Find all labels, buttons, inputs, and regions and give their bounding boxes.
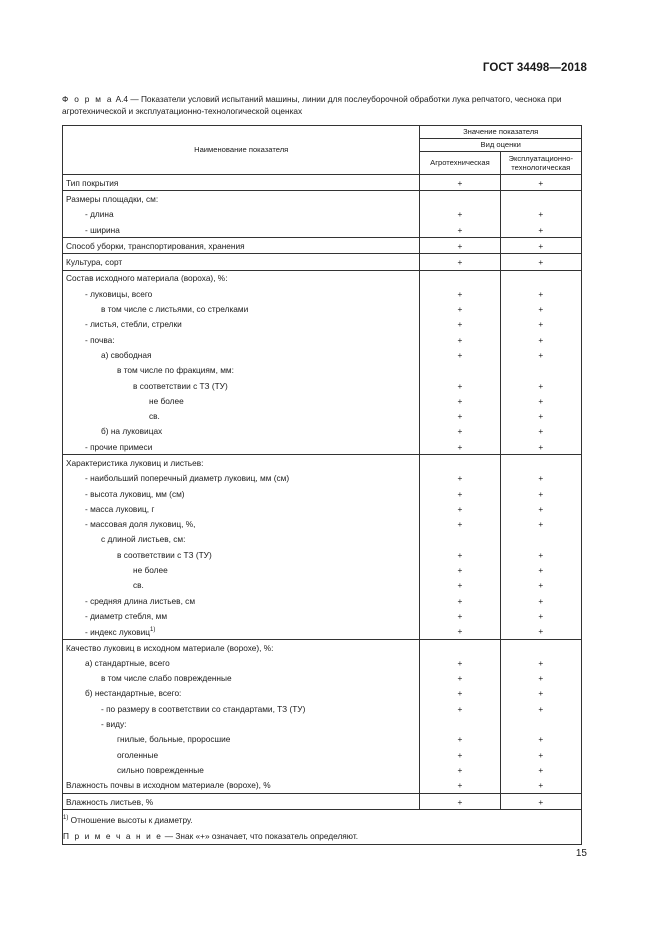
- agro-value: +: [420, 347, 500, 362]
- indicator-label: св.: [149, 411, 160, 422]
- indicator-label: а) стандартные, всего: [85, 657, 170, 668]
- table-row: [63, 639, 582, 655]
- indicator-label: - луковицы, всего: [85, 288, 153, 299]
- indicator-label: - почва:: [85, 334, 115, 345]
- expl-value: +: [500, 593, 581, 608]
- table-row: [63, 793, 582, 809]
- agro-value: +: [420, 686, 500, 701]
- agro-value: +: [420, 624, 500, 640]
- note-text: — Знак «+» означает, что показатель определяют.: [162, 831, 359, 842]
- indicator-label: Тип покрытия: [66, 177, 119, 188]
- agro-value: +: [420, 608, 500, 623]
- expl-value: +: [500, 439, 581, 455]
- expl-value: +: [500, 686, 581, 701]
- table-row: [63, 671, 582, 686]
- indicator-name: [63, 517, 420, 532]
- indicator-label: в соответствии с ТЗ (ТУ): [133, 380, 228, 391]
- indicator-name: [63, 778, 420, 794]
- table-row: [63, 238, 582, 254]
- expl-value: +: [500, 286, 581, 301]
- footnote: [63, 810, 581, 828]
- table-row: [63, 686, 582, 701]
- header-name: Наименование показателя: [63, 126, 420, 175]
- indicator-name: [63, 191, 420, 207]
- indicator-name: [63, 471, 420, 486]
- expl-value: [500, 191, 581, 207]
- indicator-label: в том числе с листьями, со стрелками: [101, 304, 249, 315]
- table-row: [63, 378, 582, 393]
- agro-value: +: [420, 238, 500, 254]
- indicator-label: б) нестандартные, всего:: [85, 688, 182, 699]
- expl-value: +: [500, 578, 581, 593]
- expl-value: +: [500, 608, 581, 623]
- expl-value: [500, 639, 581, 655]
- indicator-name: [63, 363, 420, 378]
- indicator-name: [63, 408, 420, 423]
- indicator-label: Влажность листьев, %: [66, 796, 154, 807]
- form-label: Ф о р м а: [62, 94, 114, 104]
- table-row: [63, 716, 582, 731]
- indicator-label: - прочие примеси: [85, 441, 153, 452]
- indicator-label: св.: [133, 580, 144, 591]
- table-row: [63, 191, 582, 207]
- indicator-label: - массовая доля луковиц, %,: [85, 519, 196, 530]
- expl-value: +: [500, 222, 581, 238]
- agro-value: +: [420, 439, 500, 455]
- table-row: [63, 655, 582, 670]
- agro-value: +: [420, 332, 500, 347]
- indicator-label: - масса луковиц, г: [85, 503, 155, 514]
- footnote-mark: 1): [63, 815, 69, 822]
- page-number: 15: [575, 848, 587, 859]
- table-row: [63, 408, 582, 423]
- agro-value: +: [420, 222, 500, 238]
- indicator-label: - наибольший поперечный диаметр луковиц, мм (см): [85, 473, 290, 484]
- agro-value: +: [420, 593, 500, 608]
- table-row: [63, 517, 582, 532]
- table-row: [63, 424, 582, 439]
- expl-value: +: [500, 317, 581, 332]
- agro-value: +: [420, 317, 500, 332]
- agro-value: +: [420, 547, 500, 562]
- indicator-name: [63, 317, 420, 332]
- indicator-label: Культура, сорт: [66, 257, 123, 268]
- indicator-name: [63, 393, 420, 408]
- indicator-name: [63, 301, 420, 316]
- indicator-name: [63, 655, 420, 670]
- expl-value: +: [500, 347, 581, 362]
- table-row: [63, 701, 582, 716]
- agro-value: [420, 532, 500, 547]
- agro-value: +: [420, 471, 500, 486]
- indicator-label: - по размеру в соответствии со стандартами, ТЗ (ТУ): [101, 703, 306, 714]
- agro-value: [420, 363, 500, 378]
- indicator-label: Качество луковиц в исходном материале (ворохе), %:: [66, 642, 274, 653]
- form-caption: [62, 93, 602, 117]
- header-value: Значение показателя: [420, 126, 582, 139]
- agro-value: +: [420, 378, 500, 393]
- header-agro: Агротехническая: [420, 152, 500, 175]
- indicator-label: Размеры площадки, см:: [66, 193, 159, 204]
- indicator-name: [63, 762, 420, 777]
- agro-value: +: [420, 778, 500, 794]
- header-expl-line1: Эксплуатационно-: [508, 153, 574, 163]
- expl-value: [500, 532, 581, 547]
- indicator-label: Влажность почвы в исходном материале (ворохе), %: [66, 780, 271, 791]
- table-row: [63, 254, 582, 270]
- indicator-name: [63, 378, 420, 393]
- agro-value: +: [420, 701, 500, 716]
- table-row: [63, 732, 582, 747]
- agro-value: +: [420, 793, 500, 809]
- table-row: [63, 175, 582, 191]
- expl-value: +: [500, 793, 581, 809]
- expl-value: +: [500, 732, 581, 747]
- agro-value: +: [420, 578, 500, 593]
- table-row: [63, 562, 582, 577]
- expl-value: [500, 455, 581, 471]
- indicator-name: [63, 207, 420, 222]
- table-row: [63, 347, 582, 362]
- indicator-name: [63, 671, 420, 686]
- indicator-name: [63, 424, 420, 439]
- expl-value: +: [500, 671, 581, 686]
- table-row: [63, 286, 582, 301]
- agro-value: +: [420, 732, 500, 747]
- header-expl: [500, 152, 581, 175]
- expl-value: +: [500, 471, 581, 486]
- indicator-name: [63, 486, 420, 501]
- agro-value: +: [420, 301, 500, 316]
- indicator-label: - виду:: [101, 719, 127, 730]
- expl-value: +: [500, 301, 581, 316]
- table-row: [63, 393, 582, 408]
- agro-value: +: [420, 655, 500, 670]
- indicator-name: [63, 347, 420, 362]
- table-row: [63, 301, 582, 316]
- indicator-label: Характеристика луковиц и листьев:: [66, 457, 204, 468]
- indicator-name: [63, 222, 420, 238]
- expl-value: +: [500, 254, 581, 270]
- indicator-name: [63, 501, 420, 516]
- table-row: [63, 608, 582, 623]
- indicator-label: с длиной листьев, см:: [101, 534, 186, 545]
- agro-value: +: [420, 501, 500, 516]
- indicator-name: [63, 701, 420, 716]
- indicator-label: - средняя длина листьев, см: [85, 595, 196, 606]
- footnote-text: Отношение высоты к диаметру.: [68, 815, 193, 826]
- indicator-label: - высота луковиц, мм (см): [85, 488, 185, 499]
- table-row: [63, 593, 582, 608]
- expl-value: [500, 363, 581, 378]
- agro-value: +: [420, 671, 500, 686]
- note-label: П р и м е ч а н и е: [63, 831, 163, 842]
- indicator-name: [63, 532, 420, 547]
- expl-value: +: [500, 624, 581, 640]
- expl-value: +: [500, 238, 581, 254]
- table-row: [63, 270, 582, 286]
- indicator-label: в том числе слабо поврежденные: [101, 673, 232, 684]
- indicator-name: [63, 332, 420, 347]
- table-row: [63, 222, 582, 238]
- expl-value: [500, 270, 581, 286]
- agro-value: [420, 639, 500, 655]
- table-row: [63, 207, 582, 222]
- header-expl-line2: технологическая: [511, 163, 571, 172]
- expl-value: +: [500, 378, 581, 393]
- expl-value: +: [500, 547, 581, 562]
- table-row: [63, 624, 582, 640]
- agro-value: +: [420, 175, 500, 191]
- expl-value: +: [500, 701, 581, 716]
- table-row: [63, 747, 582, 762]
- table-row: [63, 455, 582, 471]
- table-row: [63, 778, 582, 794]
- expl-value: +: [500, 207, 581, 222]
- footnote-row: [63, 810, 582, 845]
- indicator-name: [63, 747, 420, 762]
- agro-value: +: [420, 286, 500, 301]
- footnote-ref: 1): [150, 627, 156, 634]
- agro-value: +: [420, 393, 500, 408]
- indicator-name: [63, 175, 420, 191]
- indicator-name: [63, 639, 420, 655]
- expl-value: [500, 716, 581, 731]
- indicator-label: сильно поврежденные: [117, 764, 204, 775]
- agro-value: +: [420, 747, 500, 762]
- indicator-label: гнилые, больные, проросшие: [117, 734, 231, 745]
- indicator-name: [63, 608, 420, 623]
- agro-value: +: [420, 517, 500, 532]
- indicator-name: [63, 578, 420, 593]
- indicator-name: [63, 732, 420, 747]
- table-row: [63, 486, 582, 501]
- expl-value: +: [500, 517, 581, 532]
- form-title: — Показатели условий испытаний машины, линии для послеуборочной обработки лука репчатого, чеснока при агротехнической и эксплуатационно-технологической оценках: [62, 94, 562, 116]
- indicator-label: в том числе по фракциям, мм:: [117, 365, 234, 376]
- indicator-name: [63, 455, 420, 471]
- agro-value: [420, 716, 500, 731]
- table-row: [63, 501, 582, 516]
- expl-value: +: [500, 486, 581, 501]
- indicator-label: а) свободная: [101, 349, 152, 360]
- note: [63, 828, 581, 844]
- indicator-label: б) на луковицах: [101, 426, 163, 437]
- form-number: А.4: [115, 94, 129, 104]
- footnote-cell: [63, 810, 582, 845]
- indicator-label: - ширина: [85, 224, 120, 235]
- indicator-name: [63, 547, 420, 562]
- indicator-label: - индекс луковиц: [85, 627, 151, 638]
- indicator-name: [63, 562, 420, 577]
- indicator-name: [63, 793, 420, 809]
- expl-value: +: [500, 762, 581, 777]
- table-row: [63, 332, 582, 347]
- expl-value: +: [500, 501, 581, 516]
- indicator-label: оголенные: [117, 749, 159, 760]
- indicator-label: в соответствии с ТЗ (ТУ): [117, 549, 212, 560]
- table-row: [63, 363, 582, 378]
- expl-value: +: [500, 408, 581, 423]
- agro-value: [420, 270, 500, 286]
- agro-value: [420, 455, 500, 471]
- agro-value: +: [420, 762, 500, 777]
- indicator-label: - диаметр стебля, мм: [85, 610, 168, 621]
- indicator-name: [63, 624, 420, 640]
- agro-value: +: [420, 254, 500, 270]
- indicator-label: Состав исходного материала (вороха), %:: [66, 273, 228, 284]
- expl-value: +: [500, 747, 581, 762]
- table-row: [63, 471, 582, 486]
- agro-value: +: [420, 562, 500, 577]
- indicator-label: - длина: [85, 209, 114, 220]
- indicator-label: не более: [133, 565, 168, 576]
- indicator-name: [63, 439, 420, 455]
- expl-value: +: [500, 393, 581, 408]
- table-row: [63, 439, 582, 455]
- table-row: [63, 317, 582, 332]
- indicator-name: [63, 686, 420, 701]
- agro-value: +: [420, 424, 500, 439]
- standard-number: ГОСТ 34498—2018: [482, 62, 587, 74]
- expl-value: +: [500, 424, 581, 439]
- table-row: [63, 532, 582, 547]
- agro-value: +: [420, 408, 500, 423]
- indicator-name: [63, 286, 420, 301]
- expl-value: +: [500, 655, 581, 670]
- indicator-name: [63, 593, 420, 608]
- expl-value: +: [500, 562, 581, 577]
- indicators-table: [62, 125, 582, 845]
- indicator-name: [63, 270, 420, 286]
- table-row: [63, 762, 582, 777]
- table-row: [63, 547, 582, 562]
- table-row: [63, 578, 582, 593]
- header-type: Вид оценки: [420, 139, 582, 152]
- indicator-name: [63, 254, 420, 270]
- indicator-name: [63, 716, 420, 731]
- indicator-name: [63, 238, 420, 254]
- agro-value: +: [420, 207, 500, 222]
- expl-value: +: [500, 175, 581, 191]
- agro-value: +: [420, 486, 500, 501]
- agro-value: [420, 191, 500, 207]
- indicator-label: Способ уборки, транспортирования, хранения: [66, 240, 245, 251]
- indicator-label: не более: [149, 395, 184, 406]
- indicator-label: - листья, стебли, стрелки: [85, 319, 182, 330]
- expl-value: +: [500, 778, 581, 794]
- table-header-row: [63, 126, 582, 139]
- expl-value: +: [500, 332, 581, 347]
